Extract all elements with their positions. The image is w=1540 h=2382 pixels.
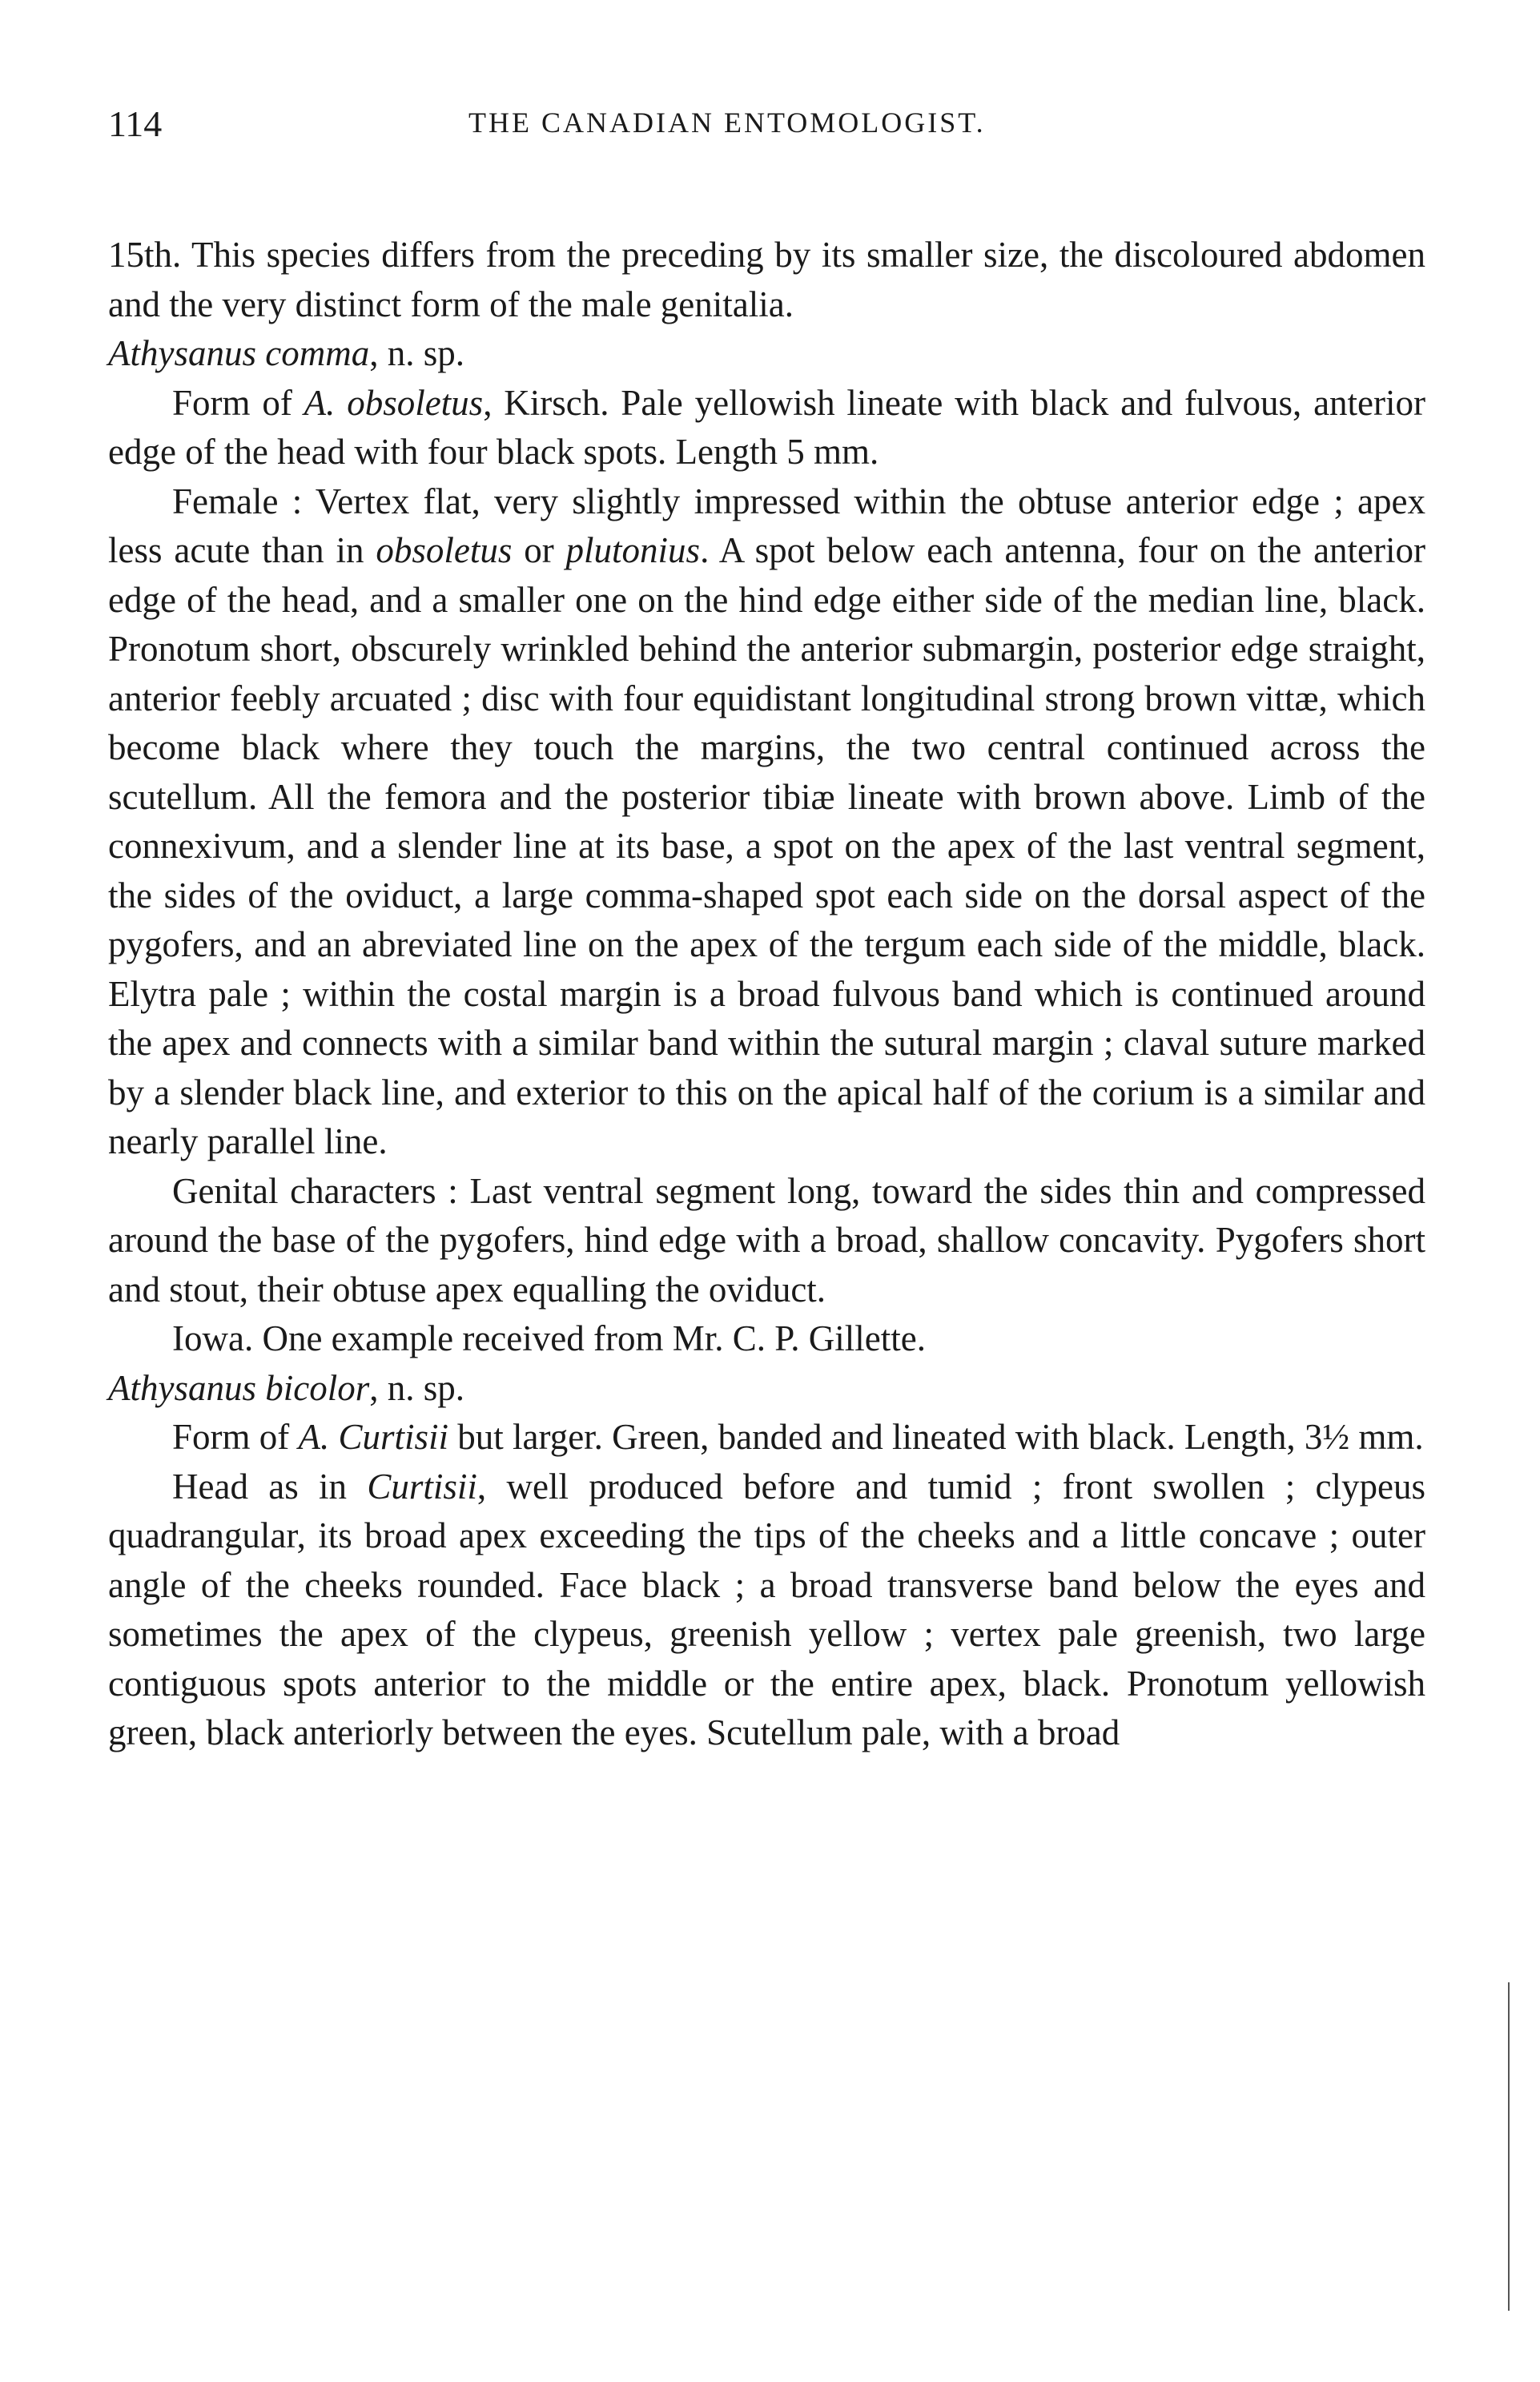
text-run: Head as in (172, 1466, 368, 1507)
italic-run: Curtisii (367, 1466, 477, 1507)
species-heading-bicolor (108, 1364, 1425, 1414)
species-name: Athysanus bicolor (108, 1367, 370, 1408)
body-text (108, 231, 1425, 1758)
text-run: or (512, 530, 566, 570)
text-run: Form of (172, 382, 304, 423)
italic-run: plutonius (565, 530, 701, 570)
species-tag: , n. sp. (369, 1367, 464, 1408)
text-run: Form of (172, 1417, 299, 1457)
italic-run: A. obsoletus (304, 382, 484, 423)
page-header (108, 88, 1425, 144)
species-name: Athysanus comma (108, 333, 370, 373)
paragraph-form-comma (108, 379, 1425, 477)
species-tag: , n. sp. (369, 333, 464, 373)
running-title: THE CANADIAN ENTOMOLOGIST. (468, 107, 986, 139)
text-run: Female : Vertex flat, very slightly impressed within the obtuse anterior edge ; apex less acute than in (108, 481, 1425, 570)
paragraph-female-description (108, 477, 1425, 1167)
paragraph-locality: Iowa. One example received from Mr. C. P. Gillette. (172, 1318, 926, 1358)
species-heading-comma (108, 329, 1425, 379)
paragraph-form-bicolor (108, 1413, 1425, 1463)
italic-run: obsoletus (376, 530, 513, 570)
page-number: 114 (108, 103, 163, 144)
text-run: . A spot below each antenna, four on the anterior edge of the head, and a smaller one on the hind edge either side of the median line, black. Pronotum short, obscurely wrinkled behind the anterior submargin, posterior edge straight, anterior feebly arcuated ; disc with four equidistant longitudinal strong brown vittæ, which become black where they touch the margins, the two central continued across the scutellum. All the femora and the posterior tibiæ lineate with brown above. Limb of the connexivum, and a slender line at its base, a spot on the apex of the last ventral segment, the sides of the oviduct, a large comma-shaped spot each side on the dorsal aspect of the pygofers, and an abreviated line on the apex of the tergum each side of the middle, black. Elytra pale ; within the costal margin is a broad fulvous band which is continued around the apex and connects with a similar band within the sutural margin ; claval suture marked by a slender black line, and exterior to this on the apical half of the corium is a similar and nearly parallel line. (108, 530, 1425, 1161)
scan-margin-line (1508, 1982, 1510, 2311)
paragraph-genital-characters: Genital characters : Last ventral segment long, toward the sides thin and compressed around the base of the pygofers, hind edge with a broad, shallow concavity. Pygofers short and stout, their obtuse apex equalling the oviduct. (108, 1170, 1425, 1310)
text-run: , well produced before and tumid ; front swollen ; clypeus quadrangular, its broad apex exceeding the tips of the cheeks and a little concave ; outer angle of the cheeks rounded. Face black ; a broad transverse band below the eyes and sometimes the apex of the clypeus, greenish yellow ; vertex pale greenish, two large contiguous spots anterior to the middle or the entire apex, black. Pronotum yellowish green, black anteriorly between the eyes. Scutellum pale, with a broad (108, 1466, 1425, 1752)
text-run: , Kirsch. Pale yellowish lineate with black and fulvous, anterior edge of the head with four black spots. Length 5 mm. (108, 382, 1425, 472)
text-run: but larger. Green, banded and lineated with black. Length, 3½ mm. (448, 1417, 1424, 1457)
page (108, 88, 1425, 1758)
italic-run: A. Curtisii (298, 1417, 449, 1457)
paragraph-head-description (108, 1463, 1425, 1758)
paragraph-continuation: 15th. This species differs from the preceding by its smaller size, the discoloured abdomen and the very distinct form of the male genitalia. (108, 235, 1425, 324)
